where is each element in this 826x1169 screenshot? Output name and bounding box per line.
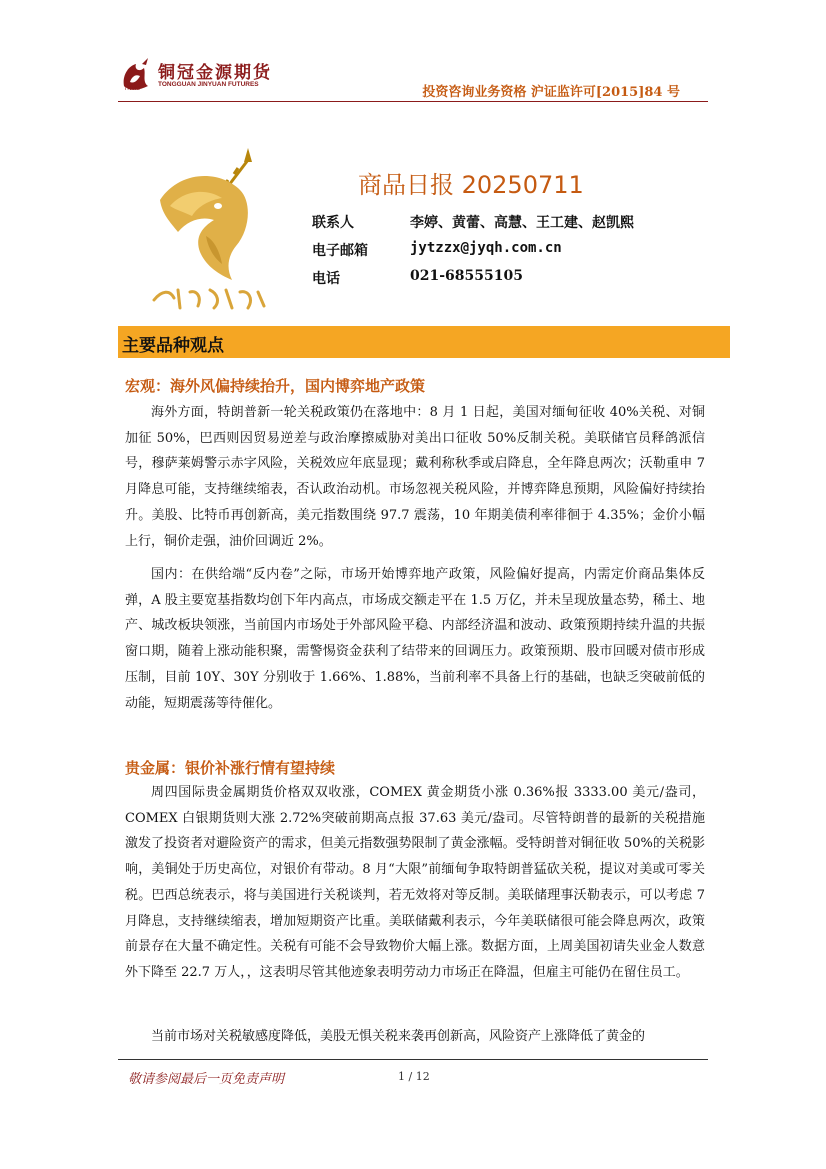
macro-paragraph-overseas: 海外方面，特朗普新一轮关税政策仍在落地中：8 月 1 日起，美国对缅甸征收 40%关税、对铜加征 50%，巴西则因贸易逆差与政治摩擦威胁对美出口征收 50%反制关税。美联储官员释鸽派信号，穆萨莱姆警示赤字风险，关税效应年底显现；戴利称秋季或启降息，全年降息两次；沃勒重申 7 月降息可能，支持继续缩表，否认政治动机。市场忽视关税风险，并博弈降息预期，风险偏好持续抬升。美股、比特币再创新高，美元指数围绕 97.7 震荡，10 年期美债利率徘徊于 4.35%；金价小幅上行，铜价走强，油价回调近 2%。 — [125, 405, 705, 549]
section-header — [118, 326, 730, 358]
disclaimer-note: 敬请参阅最后一页免责声明 — [128, 1072, 285, 1087]
metals-paragraph-market: 周四国际贵金属期货价格双双收涨，COMEX 黄金期货小涨 0.36%报 3333.00 美元/盎司，COMEX 白银期货则大涨 2.72%突破前期高点报 37.63 美元/盎司。尽管特朗普的最新的关税措施激发了投资者对避险资产的需求，但美元指数强势限制了黄金涨幅。受特朗普对铜征收 50%的关税影响，美铜处于历史高位，对银价有带动。8 月“大限”前缅甸争取特朗普猛砍关税，提议对美或可零关税。巴西总统表示，将与美国进行关税谈判，若无效将对等反制。美联储理事沃勒表示，可以考虑 7 月降息，支持继续缩表，增加短期资产比重。美联储戴利表示，今年美联储很可能会降息两次，政策前景存在大量不确定性。关税有可能不会导致物价大幅上涨。数据方面，上周美国初请失业金人数意外下降至 22.7 万人，，这表明尽管其他迹象表明劳动力市场正在降温，但雇主可能仍在留住员工。 — [125, 785, 705, 980]
macro-paragraph-domestic: 国内：在供给端“反内卷”之际，市场开始博弈地产政策，风险偏好提高，内需定价商品集体反弹，A 股主要宽基指数均创下年内高点，市场成交额走平在 1.5 万亿，并未呈现放量态势，稀土、地产、城改板块领涨，当前国内市场处于外部风险平稳、内部经济温和波动、政策预期持续升温的共振窗口期，随着上涨动能积聚，需警惕资金获利了结带来的回调压力。政策预期、股市回暖对债市形成压制，目前 10Y、30Y 分别收于 1.66%、1.88%，当前利率不具备上行的基础，也缺乏突破前低的动能，短期震荡等待催化。 — [125, 567, 705, 711]
phone-value: 021-68555105 — [410, 268, 523, 284]
report-title: 商品日报 20250711 — [358, 171, 584, 199]
footer-divider — [118, 1059, 708, 1060]
header-divider — [118, 101, 708, 102]
page-number: 1 / 12 — [398, 1070, 430, 1083]
company-abbreviation: TNMG — [124, 86, 141, 92]
tongling-emblem-icon — [140, 140, 280, 320]
company-name: 铜冠金源期货 — [158, 63, 272, 83]
email-label: 电子邮箱 — [312, 243, 368, 259]
section-title: 主要品种观点 — [122, 336, 224, 356]
license-text: 投资咨询业务资格 沪证监许可[2015]84 号 — [422, 85, 680, 100]
email-value[interactable]: jytzzx@jyqh.com.cn — [410, 240, 562, 256]
contact-label: 联系人 — [312, 215, 354, 231]
contact-value: 李婷、黄蕾、高慧、王工建、赵凯熙 — [410, 215, 634, 231]
metals-paragraph-outlook: 当前市场对关税敏感度降低，美股无惧关税来袭再创新高，风险资产上涨降低了黄金的 — [151, 1029, 646, 1044]
metals-heading: 贵金属：银价补涨行情有望持续 — [125, 759, 336, 777]
macro-heading: 宏观：海外风偏持续抬升，国内博弈地产政策 — [125, 377, 426, 395]
phone-label: 电话 — [312, 271, 340, 287]
company-name-english: TONGGUAN JINYUAN FUTURES — [158, 81, 259, 88]
